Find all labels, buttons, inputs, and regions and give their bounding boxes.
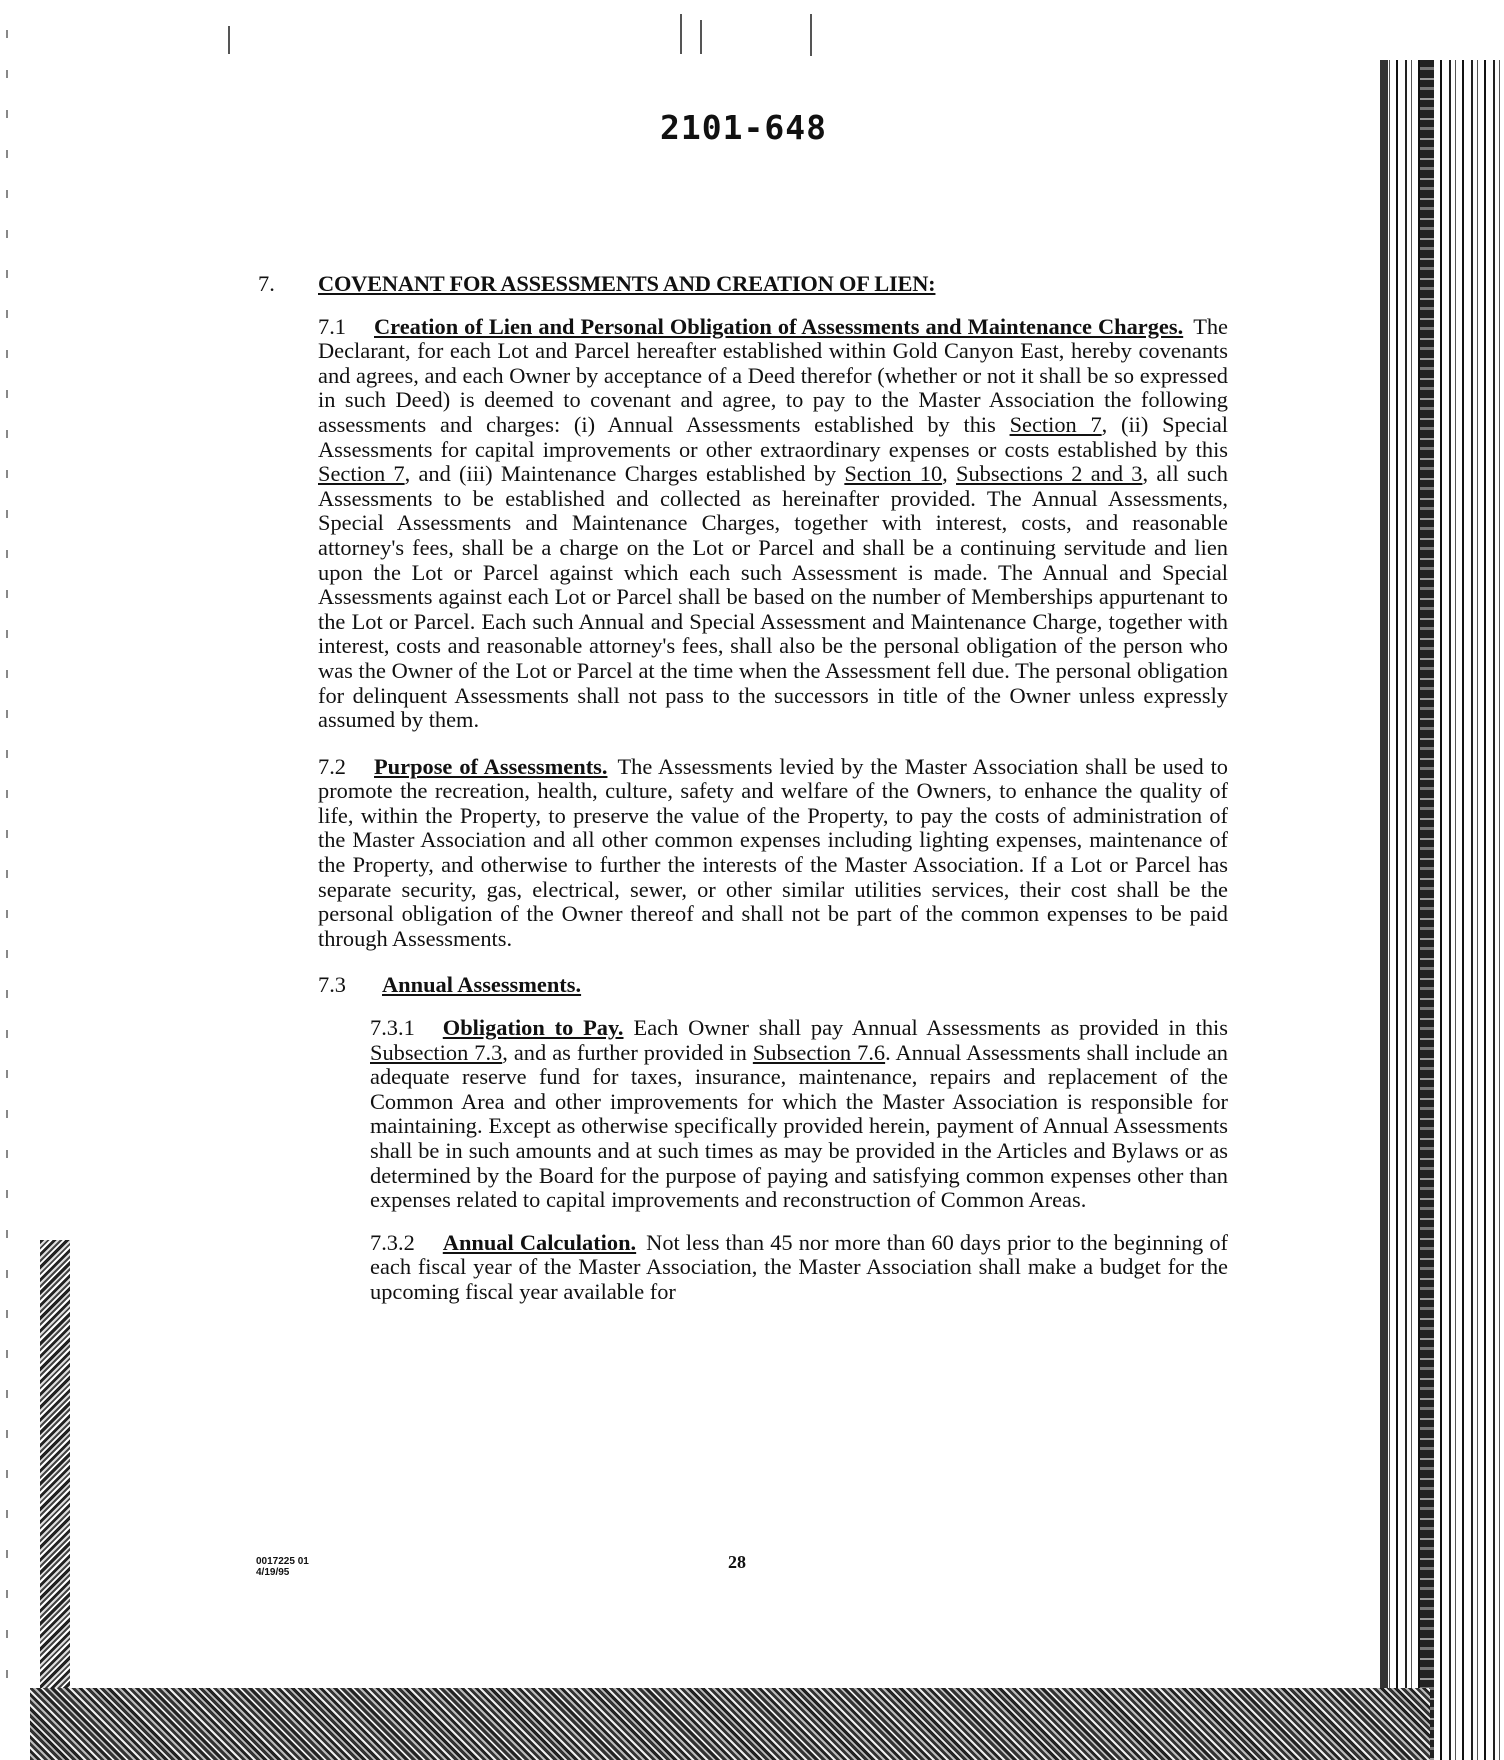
section-heading (258, 272, 1228, 297)
paragraph-title: Annual Calculation. (442, 1229, 637, 1255)
footer-code-line: 0017225 01 (256, 1556, 309, 1567)
paragraph-7-3-1 (370, 1016, 1228, 1213)
paragraph-text: The Assessments levied by the Master Association shall be used to promote the recreation, health, culture, safety and welfare of the Owners, to enhance the quality of life, within the Property, to preserve the value of the Property, to pay the costs of administration of the Master Association and all other common expenses including lighting expenses, maintenance of the Property, and otherwise to further the interests of the Master Association. If a Lot or Parcel has separate security, gas, electrical, sewer, or other similar utilities services, their cost shall be the personal obligation of the Owner thereof and shall not be part of the common expenses to be paid through Assessments. (318, 753, 1229, 951)
paragraph-7-3 (318, 973, 1228, 998)
cross-reference: Subsections 2 and 3 (956, 461, 1143, 487)
paragraph-text: . Annual Assessments shall include an adequate reserve fund for taxes, insurance, maintenance, repairs and replacement of the Common Area and other improvements for which the Master Association is responsible for maintaining. Except as otherwise specifically provided herein, payment of Annual Assessments shall be in such amounts and at such times as may be provided in the Articles and Bylaws or as determined by the Board for the purpose of paying and satisfying common expenses other than expenses related to capital improvements and reconstruction of Common Areas. (370, 1039, 1228, 1213)
paragraph-text: , all such Assessments to be established and collected as hereinafter provided. The Annual Assessments, Special Assessments and Maintenance Charges, together with interest, costs, and reasonable attorney's fees, shall be a charge on the Lot or Parcel and shall be a continuing servitude and lien upon the Lot or Parcel against which each such Assessment is made. The Annual and Special Assessments against each Lot or Parcel shall be based on the number of Memberships appurtenant to the Lot or Parcel. Each such Annual and Special Assessment and Maintenance Charge, together with interest, costs and reasonable attorney's fees, shall also be the personal obligation of the person who was the Owner of the Lot or Parcel at the time when the Assessment fell due. The personal obligation for delinquent Assessments shall not pass to the successors in title of the Owner unless expressly assumed by them. (318, 461, 1228, 733)
footer-document-code (256, 1556, 309, 1578)
paragraph-text: , (942, 461, 957, 487)
scan-noise-right (1380, 60, 1504, 1760)
page-number: 28 (728, 1552, 746, 1572)
paragraph-7-2 (318, 755, 1228, 952)
scan-tick (810, 14, 812, 56)
section-number: 7. (258, 271, 275, 296)
scan-tick (680, 14, 682, 54)
footer-date-line: 4/19/95 (256, 1567, 290, 1578)
cross-reference: Subsection 7.3 (370, 1039, 503, 1065)
paragraph-title: Annual Assessments. (382, 972, 582, 998)
scan-tick (700, 20, 702, 54)
paragraph-text: Not less than 45 nor more than 60 days prior to the beginning of each fiscal year of the Master Association, the Master Association shall make a budget for the upcoming fiscal year available for (370, 1229, 1229, 1304)
paragraph-text: , and (iii) Maintenance Charges established by (404, 461, 845, 487)
cross-reference: Section 10 (844, 461, 943, 487)
paragraph-text: Each Owner shall pay Annual Assessments as provided in this (633, 1015, 1228, 1041)
scan-tick (228, 26, 230, 54)
cross-reference: Section 7 (318, 461, 405, 487)
paragraph-7-1 (318, 315, 1228, 733)
paragraph-text: , (ii) Special Assessments for capital improvements or other extraordinary expenses or costs established by this (318, 411, 1228, 462)
scan-noise-left (40, 1240, 70, 1700)
section-title: COVENANT FOR ASSESSMENTS AND CREATION OF LIEN: (318, 271, 936, 296)
paragraph-number: 7.3 (318, 972, 346, 998)
cross-reference: Subsection 7.6 (752, 1039, 886, 1065)
paragraph-number: 7.3.1 (370, 1015, 415, 1041)
paragraph-title: Obligation to Pay. (442, 1015, 624, 1041)
paragraph-text: The Declarant, for each Lot and Parcel hereafter established within Gold Canyon East, hereby covenants and agrees, and each Owner by acceptance of a Deed therefor (whether or not it shall be so expressed in such Deed) is deemed to covenant and agree, to pay to the Master Association the following assessments and charges: (i) Annual Assessments established by this (318, 313, 1228, 437)
document-body (258, 272, 1228, 1323)
paragraph-title: Purpose of Assessments. (374, 753, 608, 779)
paragraph-number: 7.2 (318, 753, 346, 779)
cross-reference: Section 7 (1009, 411, 1102, 437)
scan-noise-bottom (30, 1688, 1430, 1760)
scan-edge-marks (6, 30, 8, 1680)
paragraph-text: , and as further provided in (502, 1039, 753, 1065)
paragraph-number: 7.3.2 (370, 1229, 415, 1255)
document-number: 2101-648 (660, 108, 827, 147)
paragraph-title: Creation of Lien and Personal Obligation of Assessments and Maintenance Charges. (374, 313, 1184, 339)
paragraph-number: 7.1 (318, 313, 346, 339)
paragraph-7-3-2 (370, 1231, 1228, 1305)
